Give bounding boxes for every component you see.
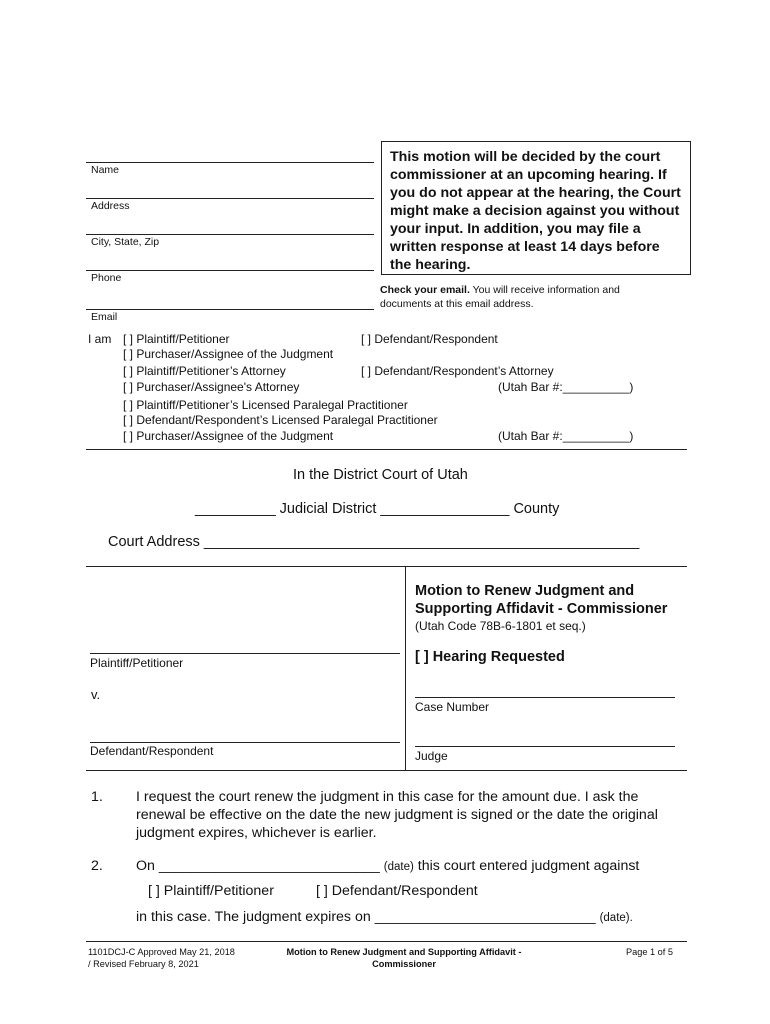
judge-label: Judge xyxy=(415,749,448,763)
footer-title xyxy=(262,946,546,970)
defendant-label: Defendant/Respondent xyxy=(90,744,214,758)
motion-title-line1: Motion to Renew Judgment and xyxy=(415,583,635,599)
item-2-judgment-date[interactable] xyxy=(136,857,639,876)
item-2-rest: this court entered judgment against xyxy=(413,858,640,874)
section-divider xyxy=(86,449,687,450)
utah-bar-number-1[interactable]: (Utah Bar #:__________) xyxy=(498,380,634,394)
case-number-line xyxy=(415,697,675,698)
email-note-text: You will receive information and documents at this email address. xyxy=(380,284,620,310)
city-line xyxy=(86,234,374,235)
page-number: Page 1 of 5 xyxy=(626,947,673,957)
motion-title xyxy=(415,583,667,618)
name-label: Name xyxy=(91,164,120,176)
item-2-date-hint: (date) xyxy=(383,861,414,873)
utah-code-ref: (Utah Code 78B-6-1801 et seq.) xyxy=(415,619,586,633)
email-label: Email xyxy=(91,311,118,323)
email-note-bold: Check your email. xyxy=(380,284,470,296)
hearing-notice-box: This motion will be decided by the court commissioner at an upcoming hearing. If you do not appear at the hearing, the Court might make a decision against you without your input. In addition, you may file a written response at least 14 days before the hearing. xyxy=(381,141,691,275)
caption-top-line xyxy=(86,566,687,567)
item-2-number: 2. xyxy=(91,858,103,874)
caption-divider xyxy=(405,566,406,770)
email-note xyxy=(380,284,670,311)
i-am-prefix: I am xyxy=(88,332,112,346)
item-1-number: 1. xyxy=(91,789,103,805)
motion-title-line2: Supporting Affidavit - Commissioner xyxy=(415,600,668,617)
email-line xyxy=(86,309,374,310)
item-2-opt-plaintiff[interactable]: [ ] Plaintiff/Petitioner xyxy=(148,883,274,899)
plaintiff-label: Plaintiff/Petitioner xyxy=(90,656,184,670)
item-2-expires[interactable] xyxy=(136,908,633,927)
footer-form-id-line1: 1101DCJ-C Approved May 21, 2018 xyxy=(88,947,235,957)
case-number-label: Case Number xyxy=(415,700,490,714)
footer-form-id xyxy=(88,946,235,970)
caption-bottom-line xyxy=(86,770,687,771)
item-2-date2-hint: (date). xyxy=(599,912,633,924)
role-purchaser-attorney[interactable]: [ ] Purchaser/Assignee's Attorney xyxy=(123,380,300,394)
judge-line xyxy=(415,746,675,747)
role-plaintiff-attorney[interactable]: [ ] Plaintiff/Petitioner’s Attorney xyxy=(123,364,286,378)
name-line xyxy=(86,162,374,163)
phone-label: Phone xyxy=(91,272,122,284)
role-defendant-attorney[interactable]: [ ] Defendant/Respondent’s Attorney xyxy=(361,364,554,378)
role-purchaser[interactable]: [ ] Purchaser/Assignee of the Judgment xyxy=(123,347,334,361)
item-2-on-line[interactable]: On ____________________________ xyxy=(136,858,380,874)
role-plaintiff-lpp[interactable]: [ ] Plaintiff/Petitioner’s Licensed Paralegal Practitioner xyxy=(123,398,408,412)
footer-form-id-line2: / Revised February 8, 2021 xyxy=(88,959,199,969)
versus: v. xyxy=(91,687,101,702)
item-1-text: I request the court renew the judgment in this case for the amount due. I ask the renewal be effective on the date the new judgment is signed or the date the original judgment expires, whichever is earlier. xyxy=(136,789,658,841)
defendant-line xyxy=(90,742,400,743)
court-heading: In the District Court of Utah xyxy=(293,467,468,483)
address-label: Address xyxy=(91,200,130,212)
district-county-line[interactable]: __________ Judicial District ________________ County xyxy=(195,501,560,517)
role-purchaser-2[interactable]: [ ] Purchaser/Assignee of the Judgment xyxy=(123,429,334,443)
item-2-opt-defendant[interactable]: [ ] Defendant/Respondent xyxy=(316,883,478,899)
footer-line xyxy=(86,941,687,942)
role-defendant-lpp[interactable]: [ ] Defendant/Respondent’s Licensed Paralegal Practitioner xyxy=(123,413,438,427)
plaintiff-line xyxy=(90,653,400,654)
utah-bar-number-2[interactable]: (Utah Bar #:__________) xyxy=(498,429,634,443)
city-label: City, State, Zip xyxy=(91,236,160,248)
role-defendant[interactable]: [ ] Defendant/Respondent xyxy=(361,332,498,346)
role-plaintiff[interactable]: [ ] Plaintiff/Petitioner xyxy=(123,332,230,346)
footer-title-line2: Commissioner xyxy=(372,959,436,969)
hearing-requested-checkbox[interactable]: [ ] Hearing Requested xyxy=(415,649,565,665)
address-line xyxy=(86,198,374,199)
phone-line xyxy=(86,270,374,271)
item-2-expires-text[interactable]: in this case. The judgment expires on ____________________________ xyxy=(136,909,596,925)
footer-title-line1: Motion to Renew Judgment and Supporting Affidavit - xyxy=(286,947,522,957)
court-address-line[interactable]: Court Address ______________________________________________________ xyxy=(108,534,640,550)
